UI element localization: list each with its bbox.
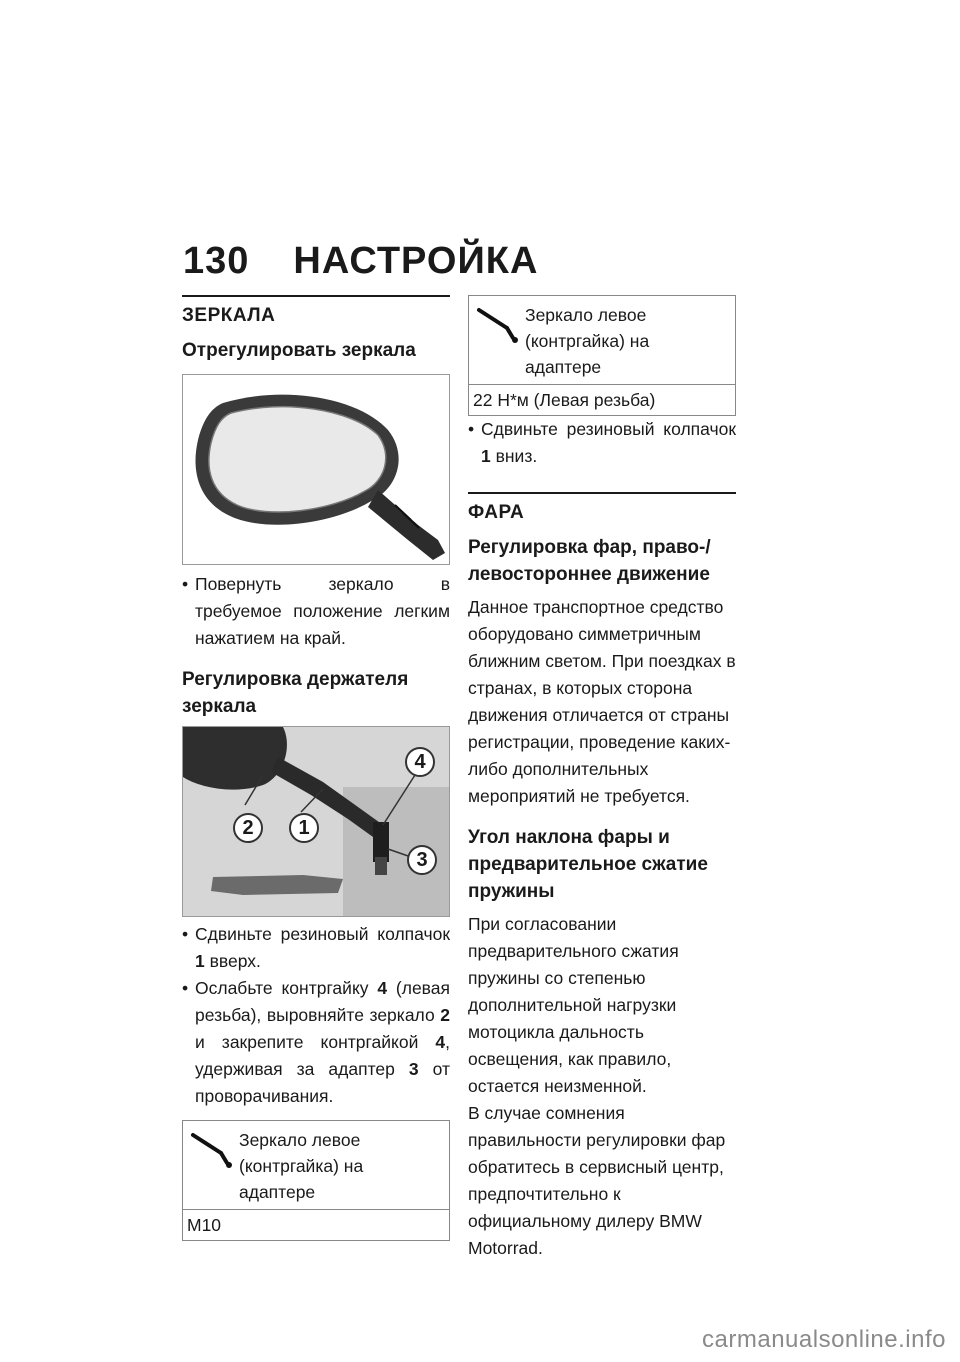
ref-number: 1: [481, 446, 491, 466]
text: , удерживая за адаптер: [195, 1032, 450, 1079]
section-title-mirrors: ЗЕРКАЛА: [182, 305, 276, 326]
ref-number: 1: [195, 951, 205, 971]
subsection-beam-angle: Угол наклона фары и предварительное сжатие пружины: [468, 827, 708, 902]
text: Сдвиньте резиновый колпачок: [195, 924, 450, 944]
text: (левая резьба), выровняйте зеркало: [195, 978, 450, 1025]
mirror-illustration: [182, 374, 450, 565]
text: вверх.: [204, 951, 261, 971]
bullet-rotate-mirror: • Повернуть зеркало в требуемое положение легким нажатием на край.: [182, 571, 450, 652]
spec-value: M10: [187, 1215, 222, 1235]
right-column: [468, 295, 736, 1262]
callout-1: 1: [289, 813, 319, 843]
text: от проворачивания.: [195, 1059, 450, 1106]
callout-4: 4: [405, 747, 435, 777]
subsection-holder-adjust: Регулировка держателя зеркала: [182, 669, 409, 717]
left-column: [182, 295, 450, 1241]
ref-number: 4: [435, 1032, 446, 1052]
spec-header: [183, 1121, 449, 1210]
callout-3: 3: [407, 845, 437, 875]
spec-header: [469, 296, 735, 385]
text: Ослабьте контргайку: [195, 978, 378, 998]
page-number: 130: [183, 240, 250, 282]
bullet-loosen-nut: [182, 975, 450, 1110]
mirror-image: [183, 375, 450, 565]
bullet-slide-cap-up: [182, 921, 450, 975]
page-header: [183, 240, 538, 283]
section-divider: [182, 295, 450, 297]
spec-value: 22 Н*м (Левая резьба): [473, 390, 656, 410]
ref-number: 2: [440, 1005, 450, 1025]
paragraph-service-center: В случае сомнения правильности регулировки фар обратитесь в сервисный центр, предпочтительно к официальному дилеру BMW Motorrad.: [468, 1103, 726, 1258]
text: Сдвиньте резиновый колпачок: [481, 419, 736, 439]
section-title-headlight: ФАРА: [468, 502, 525, 523]
section-divider: [468, 492, 736, 494]
text: и закрепите контргайкой: [195, 1032, 436, 1052]
ref-number: 3: [408, 1059, 419, 1079]
chapter-title: НАСТРОЙКА: [293, 240, 539, 282]
text: вниз.: [490, 446, 538, 466]
bullet-slide-cap-down: [468, 416, 736, 470]
paragraph-symmetric-beam: Данное транспортное средство оборудовано симметричным ближним светом. При поездках в странах, в которых сторона движения отличается от страны регистрации, проведение каких-либо дополнительных мероприятий не требуется.: [468, 597, 736, 806]
callout-2: 2: [233, 813, 263, 843]
spec-box-left: [182, 1120, 450, 1241]
subsection-adjust-mirrors: Отрегулировать зеркала: [182, 340, 416, 361]
spec-box-right: [468, 295, 736, 416]
paragraph-spring-preload: При согласовании предварительного сжатия пружины со степенью дополнительной нагрузки мотоцикла дальность освещения, как правило, остается неизменной.: [468, 914, 679, 1096]
torque-wrench-icon: [475, 302, 525, 350]
spec-label: Зеркало левое (контргайка) на адаптере: [239, 1130, 364, 1202]
spec-label: Зеркало левое (контргайка) на адаптере: [525, 305, 650, 377]
ref-number: 4: [377, 978, 388, 998]
mirror-holder-illustration: [182, 726, 450, 917]
torque-wrench-icon: [189, 1127, 239, 1175]
subsection-traffic-side: Регулировка фар, право-/левостороннее движение: [468, 537, 711, 585]
watermark: carmanualsonline.info: [702, 1326, 946, 1353]
